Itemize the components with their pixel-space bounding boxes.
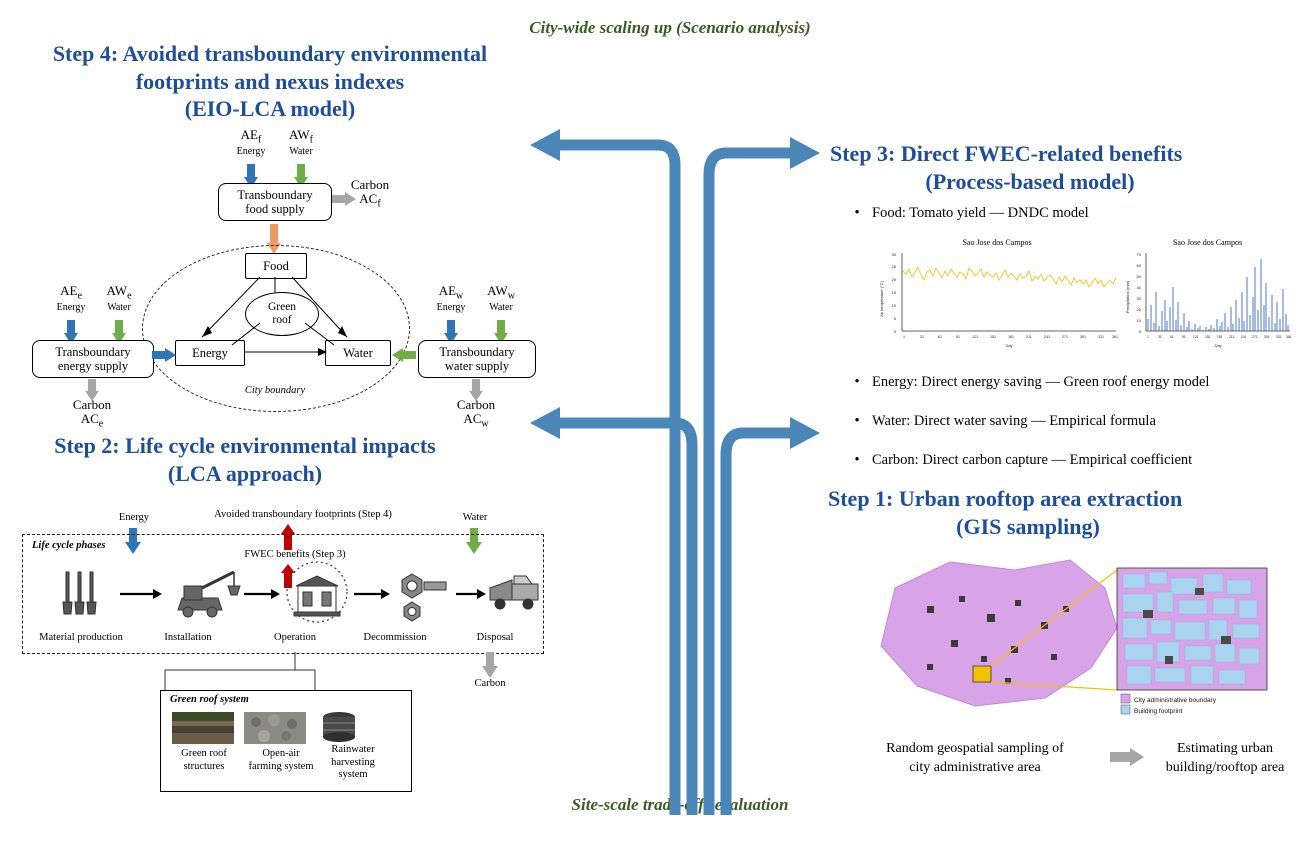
phase-label-1: Installation <box>164 632 212 643</box>
green-roof-system-connector <box>160 652 320 692</box>
svg-text:1: 1 <box>903 335 905 339</box>
step2-title-line2: (LCA approach) <box>167 460 323 486</box>
aw-e-label: Water <box>107 301 131 313</box>
svg-text:5: 5 <box>893 316 896 321</box>
aw-w-label: Water <box>489 301 513 313</box>
step3-bullet-1-label: Energy: Direct energy saving — Green roof energy model <box>872 374 1210 390</box>
water-carbon-label <box>424 398 528 430</box>
precipitation-chart <box>1120 238 1295 358</box>
open-air-farming-image <box>244 712 306 744</box>
ae-w-sub: w <box>456 290 464 302</box>
water-to-nexus-arrow-icon <box>392 348 416 362</box>
svg-text:331: 331 <box>1098 335 1104 339</box>
nexus-food-label: Food <box>263 258 289 273</box>
svg-text:121: 121 <box>1193 335 1199 339</box>
bullet-icon: • <box>854 413 860 429</box>
aw-f-sub: f <box>309 134 313 146</box>
system-item-label-1: Open-air farming system <box>248 748 314 772</box>
svg-text:10: 10 <box>1136 318 1141 323</box>
bottom-flow-label: Site-scale trade-offs evaluation <box>571 795 789 814</box>
svg-text:151: 151 <box>990 335 996 339</box>
svg-text:271: 271 <box>1062 335 1068 339</box>
ae-w-symbol: AE <box>438 283 457 298</box>
step3-bullet-2-label: Water: Direct water saving — Empirical formula <box>872 413 1156 429</box>
svg-text:271: 271 <box>1252 335 1258 339</box>
green-roof-system-title: Green roof system <box>170 694 249 705</box>
ae-f-sub: f <box>258 134 262 146</box>
ae-f-label: Energy <box>236 145 266 157</box>
svg-text:181: 181 <box>1217 335 1223 339</box>
step4-water-input-water <box>478 284 524 313</box>
ae-f-symbol: AE <box>240 127 258 142</box>
nexus-greenroof-ellipse: Green roof <box>245 292 319 336</box>
step2-water-label: Water <box>462 512 488 523</box>
energy-to-nexus-arrow-icon <box>152 348 176 362</box>
svg-text:60: 60 <box>1136 263 1141 268</box>
svg-text:211: 211 <box>1026 335 1032 339</box>
svg-text:20: 20 <box>891 277 896 282</box>
transboundary-energy-supply-box: Transboundary energy supply <box>32 340 154 378</box>
aw-w-sub: w <box>507 290 515 302</box>
system-item-label-2: Rainwater harvesting system <box>331 744 375 781</box>
phase-label-2: Operation <box>274 632 316 643</box>
bullet-icon: • <box>854 205 860 221</box>
svg-text:91: 91 <box>956 335 960 339</box>
water-ac-sub: w <box>481 418 489 430</box>
aw-e-symbol: AW <box>106 283 128 298</box>
water-ac-text: AC <box>463 411 482 427</box>
step4-energy-input-water <box>96 284 142 313</box>
aw-f-symbol: AW <box>289 127 310 142</box>
svg-text:10: 10 <box>891 303 896 308</box>
step2-carbon-label: Carbon <box>474 678 506 689</box>
temperature-chart-title: Sao Jose dos Campos <box>962 238 1032 247</box>
svg-text:Air temperature (°C): Air temperature (°C) <box>879 281 884 317</box>
step3-bullet-3-label: Carbon: Direct carbon capture — Empirical coefficient <box>872 452 1193 468</box>
step3-bullet-2 <box>852 413 1282 430</box>
step1-caption-right: Estimating urban building/rooftop area <box>1165 741 1285 775</box>
step1-title <box>828 485 1278 540</box>
step1-caption-arrow-icon <box>1110 748 1144 766</box>
step4-water-input-energy <box>428 284 474 313</box>
svg-text:70: 70 <box>1136 252 1141 257</box>
svg-text:121: 121 <box>972 335 978 339</box>
step4-title-line2: footprints and nexus indexes <box>135 68 405 94</box>
ae-e-symbol: AE <box>60 283 78 298</box>
rainwater-harvesting-image <box>316 710 362 744</box>
svg-text:50: 50 <box>1136 274 1141 279</box>
step2-title-line1: Step 2: Life cycle environmental impacts <box>54 433 436 458</box>
nexus-energy-label: Energy <box>192 345 228 360</box>
step4-energy-input-energy <box>48 284 94 313</box>
energy-carbon-text: Carbon <box>72 397 112 412</box>
step4-title <box>20 40 520 123</box>
system-item-label-0: Green roof structures <box>181 748 227 772</box>
energy-ac-sub: e <box>98 418 104 430</box>
food-carbon-text: Carbon <box>350 177 390 192</box>
transboundary-food-supply-box: Transboundary food supply <box>218 183 332 221</box>
svg-text:31: 31 <box>1158 335 1162 339</box>
transboundary-water-supply-box: Transboundary water supply <box>418 340 536 378</box>
step2-energy-label: Energy <box>118 512 150 523</box>
svg-text:1: 1 <box>1147 335 1149 339</box>
svg-text:331: 331 <box>1276 335 1282 339</box>
svg-text:301: 301 <box>1264 335 1270 339</box>
svg-text:151: 151 <box>1205 335 1211 339</box>
top-flow-label: City-wide scaling up (Scenario analysis) <box>529 18 811 37</box>
bullet-icon: • <box>854 374 860 390</box>
svg-text:361: 361 <box>1112 335 1118 339</box>
food-carbon-label <box>340 178 400 210</box>
svg-text:Building footprint: Building footprint <box>1134 708 1183 715</box>
phase-label-0: Material production <box>39 632 123 643</box>
energy-ac-text: AC <box>80 411 99 427</box>
svg-text:211: 211 <box>1229 335 1235 339</box>
step1-title-line1: Step 1: Urban rooftop area extraction <box>828 486 1183 511</box>
svg-text:181: 181 <box>1008 335 1014 339</box>
step3-title-line1: Step 3: Direct FWEC-related benefits <box>830 141 1183 166</box>
svg-text:0: 0 <box>1138 329 1141 334</box>
svg-text:241: 241 <box>1241 335 1247 339</box>
step3-title <box>830 140 1280 195</box>
city-boundary-label: City boundary <box>244 385 306 396</box>
step3-bullet-3 <box>852 452 1282 469</box>
step2-carbon-arrow-icon <box>482 652 498 678</box>
food-ac-sub: f <box>377 198 381 210</box>
step2-avoided-label: Avoided transboundary footprints (Step 4) <box>214 509 392 520</box>
precipitation-chart-title: Sao Jose dos Campos <box>1172 238 1243 247</box>
aw-f-label: Water <box>289 145 313 157</box>
svg-text:31: 31 <box>920 335 924 339</box>
svg-text:25: 25 <box>891 264 896 269</box>
step4-title-line1: Step 4: Avoided transboundary environmental <box>52 41 488 66</box>
water-carbon-text: Carbon <box>456 397 496 412</box>
svg-text:91: 91 <box>1182 335 1186 339</box>
bullet-icon: • <box>854 452 860 468</box>
nexus-water-label: Water <box>343 345 373 360</box>
gis-map-figure <box>855 548 1295 738</box>
svg-text:15: 15 <box>891 290 896 295</box>
svg-text:City administrative boundary: City administrative boundary <box>1134 697 1217 704</box>
step4-title-line3: (EIO-LCA model) <box>184 96 356 121</box>
svg-text:Precipitation (mm): Precipitation (mm) <box>1125 280 1130 314</box>
phase-label-3: Decommission <box>363 632 427 643</box>
step3-bullet-1 <box>852 374 1282 391</box>
svg-text:241: 241 <box>1044 335 1050 339</box>
aw-e-sub: e <box>127 290 132 302</box>
life-cycle-phases-title: Life cycle phases <box>32 540 106 551</box>
ae-e-sub: e <box>77 290 82 302</box>
aw-w-symbol: AW <box>487 283 508 298</box>
step1-title-line2: (GIS sampling) <box>956 513 1100 539</box>
step4-food-input-energy <box>228 128 274 157</box>
nexus-connectors <box>142 245 408 410</box>
step4-food-input-water <box>278 128 324 157</box>
svg-text:361: 361 <box>1286 335 1292 339</box>
step2-fwec-label: FWEC benefits (Step 3) <box>244 549 346 560</box>
svg-text:40: 40 <box>1136 285 1141 290</box>
svg-text:30: 30 <box>891 252 896 257</box>
svg-text:61: 61 <box>938 335 942 339</box>
flow-arrow-bus <box>500 45 800 835</box>
ae-w-label: Energy <box>436 301 466 313</box>
svg-text:30: 30 <box>1136 296 1141 301</box>
green-roof-structures-image <box>172 712 234 744</box>
step3-bullet-0-label: Food: Tomato yield — DNDC model <box>872 205 1089 221</box>
energy-carbon-label <box>40 398 144 430</box>
step3-bullet-0 <box>852 205 1272 222</box>
temperature-chart <box>872 238 1122 358</box>
svg-text:20: 20 <box>1136 307 1141 312</box>
svg-text:301: 301 <box>1080 335 1086 339</box>
step1-caption-left: Random geospatial sampling of city administrative area <box>886 741 1064 775</box>
svg-text:0: 0 <box>893 329 896 334</box>
ae-e-label: Energy <box>56 301 86 313</box>
svg-text:Day: Day <box>1005 343 1013 348</box>
svg-text:Day: Day <box>1214 343 1222 348</box>
svg-text:61: 61 <box>1170 335 1174 339</box>
food-ac-text: AC <box>359 191 378 207</box>
step2-title <box>10 432 480 487</box>
phase-label-4: Disposal <box>476 632 514 643</box>
step3-title-line2: (Process-based model) <box>925 168 1135 194</box>
